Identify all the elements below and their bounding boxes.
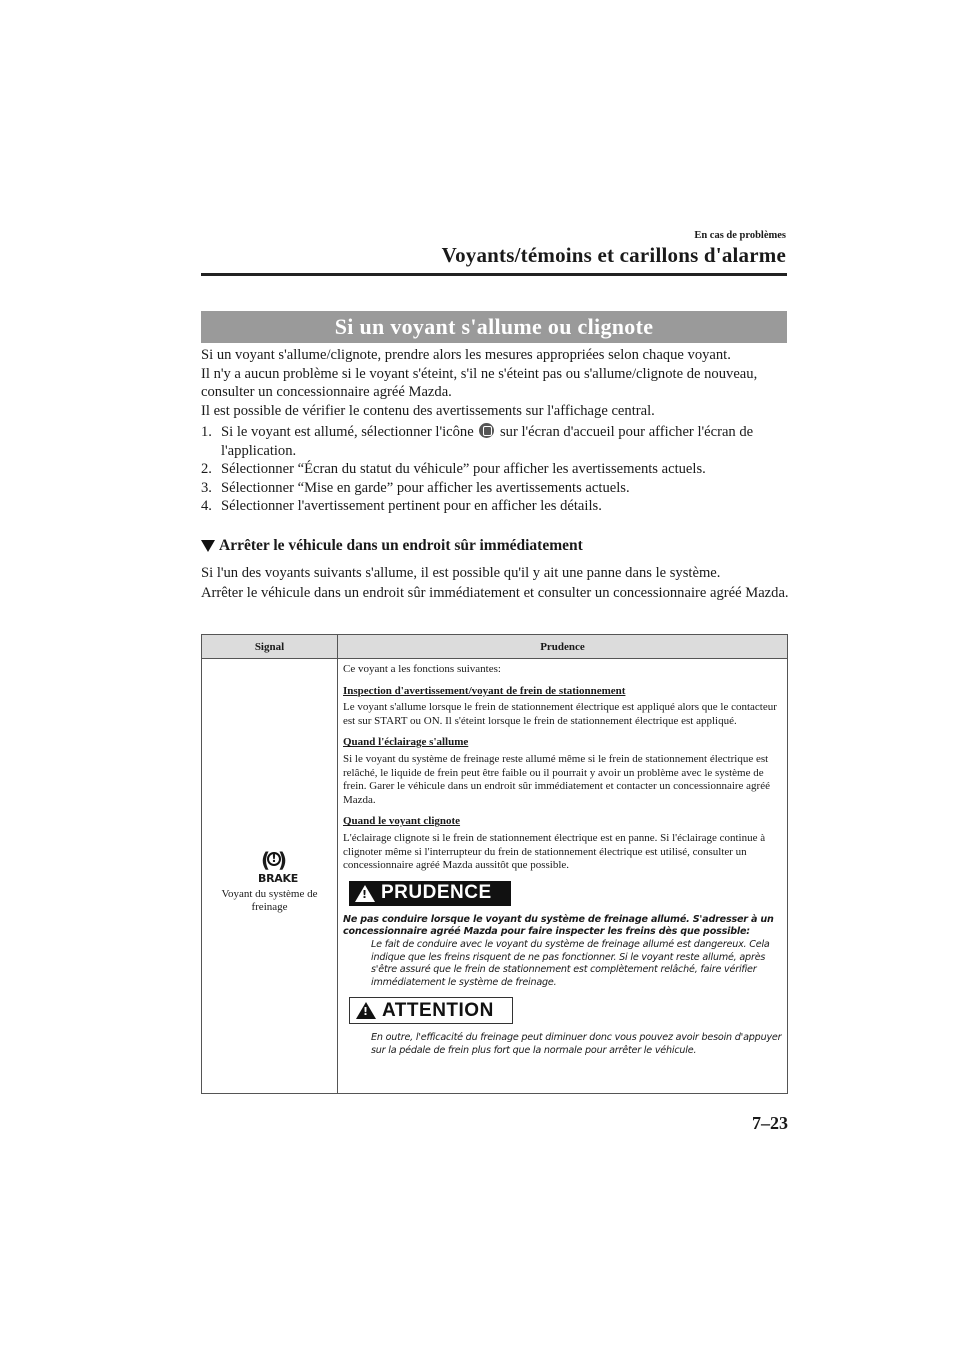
column-header-signal: Signal bbox=[202, 635, 338, 659]
page-title: Voyants/témoins et carillons d'alarme bbox=[441, 243, 786, 267]
intro-paragraph: Il est possible de vérifier le contenu des avertissements sur l'affichage central. bbox=[201, 402, 655, 419]
page-number: 7–23 bbox=[752, 1113, 788, 1133]
subsection-body bbox=[201, 564, 791, 603]
steps-list bbox=[201, 423, 791, 516]
body-paragraph: Arrêter le véhicule dans un endroit sûr immédiatement et consulter un concessionnaire agréé Mazda. bbox=[201, 584, 789, 601]
step-text: Sélectionner “Écran du statut du véhicule” pour afficher les avertissements actuels. bbox=[221, 461, 706, 477]
attention-text: En outre, l'efficacité du freinage peut diminuer donc vous pouvez avoir besoin d'appuyer sur la pédale de frein plus fort que la normale pour arrêter le véhicule. bbox=[371, 1032, 782, 1056]
warning-triangle-icon: ! bbox=[356, 1002, 376, 1019]
section-body: L'éclairage clignote si le frein de stationnement électrique est en panne. Si l'éclairage continue à clignoter même si l'interrupteur du frein de stationnement électrique est utilisé, consulter un concessionnaire agréé Mazda aussitôt que possible. bbox=[343, 831, 766, 872]
subsection-heading bbox=[201, 537, 583, 555]
list-item bbox=[201, 479, 791, 498]
section-body: Le voyant s'allume lorsque le frein de stationnement électrique est appliqué alors que le contacteur est sur START ou ON. Il s'éteint lorsque le frein de stationnement électrique est appliqué. bbox=[343, 701, 777, 727]
table-row bbox=[202, 659, 788, 1094]
step-text-before: Si le voyant est allumé, sélectionner l'icône bbox=[221, 424, 474, 440]
step-number: 1. bbox=[201, 424, 212, 440]
table-header-row bbox=[202, 635, 788, 659]
vehicle-status-icon bbox=[479, 423, 494, 438]
triangle-bullet-icon bbox=[201, 540, 215, 552]
section-heading: Inspection d'avertissement/voyant de frein de stationnement bbox=[343, 684, 626, 697]
step-text bbox=[221, 423, 791, 460]
header-divider bbox=[201, 273, 787, 276]
list-item bbox=[201, 423, 791, 460]
intro-paragraph: Il n'y a aucun problème si le voyant s'éteint, s'il ne s'éteint pas ou s'allume/clignote de nouveau, consulter un concessionnaire agréé Mazda. bbox=[201, 365, 758, 400]
chapter-label: En cas de problèmes bbox=[694, 230, 786, 241]
section-heading: Quand le voyant clignote bbox=[343, 815, 461, 828]
list-item bbox=[201, 497, 791, 516]
step-text-after: sur l'écran d'accueil pour afficher l'écran de l'application. bbox=[221, 424, 754, 459]
step-number: 3. bbox=[201, 479, 212, 496]
step-number: 4. bbox=[201, 498, 212, 514]
brake-warning-icon: ( ! ) BRAKE bbox=[258, 848, 298, 885]
intro-paragraph: Si un voyant s'allume/clignote, prendre alors les mesures appropriées selon chaque voyant. bbox=[201, 347, 731, 363]
prudence-cell bbox=[338, 659, 788, 1094]
prudence-text: Le fait de conduire avec le voyant du système de freinage allumé est dangereux. Cela indique que les freins risquent de ne pas fonctionner. Si le voyant reste allumé, après s'être assuré que le frein de stationnement est complètement relâché, faire vérifier immédiatement le système de freinage. bbox=[371, 938, 770, 988]
subsection-title: Arrêter le véhicule dans un endroit sûr immédiatement bbox=[219, 537, 583, 554]
signal-caption: Voyant du système de freinage bbox=[221, 888, 318, 913]
signal-table bbox=[201, 634, 788, 1094]
prudence-label: PRUDENCE bbox=[381, 882, 492, 904]
body-paragraph: Si l'un des voyants suivants s'allume, il est possible qu'il y ait une panne dans le système. bbox=[201, 565, 721, 581]
prudence-banner bbox=[349, 881, 511, 906]
attention-banner bbox=[349, 997, 513, 1024]
column-header-prudence: Prudence bbox=[338, 635, 788, 659]
attention-label: ATTENTION bbox=[382, 999, 494, 1021]
brake-icon-label: BRAKE bbox=[258, 872, 298, 885]
step-number: 2. bbox=[201, 461, 212, 477]
prudence-heading: Ne pas conduire lorsque le voyant du système de freinage allumé. S'adresser à un concessionnaire agréé Mazda pour faire inspecter les freins dès que possible: bbox=[343, 913, 774, 938]
signal-cell bbox=[202, 659, 338, 1094]
prudence-intro: Ce voyant a les fonctions suivantes: bbox=[343, 663, 501, 675]
warning-triangle-icon: ! bbox=[355, 885, 375, 902]
intro-text bbox=[201, 346, 791, 420]
section-heading: Quand l'éclairage s'allume bbox=[343, 736, 469, 749]
section-body: Si le voyant du système de freinage reste allumé même si le frein de stationnement électrique est relâché, le liquide de frein peut être faible ou il pourrait y avoir un problème avec le système de frein. Garer le véhicule dans un endroit sûr immédiatement et contacter un concessionnaire agréé Mazda. bbox=[343, 752, 770, 806]
step-text: Sélectionner l'avertissement pertinent pour en afficher les détails. bbox=[221, 498, 602, 514]
section-title: Si un voyant s'allume ou clignote bbox=[201, 311, 787, 343]
step-text: Sélectionner “Mise en garde” pour afficher les avertissements actuels. bbox=[221, 479, 630, 496]
list-item bbox=[201, 460, 791, 479]
